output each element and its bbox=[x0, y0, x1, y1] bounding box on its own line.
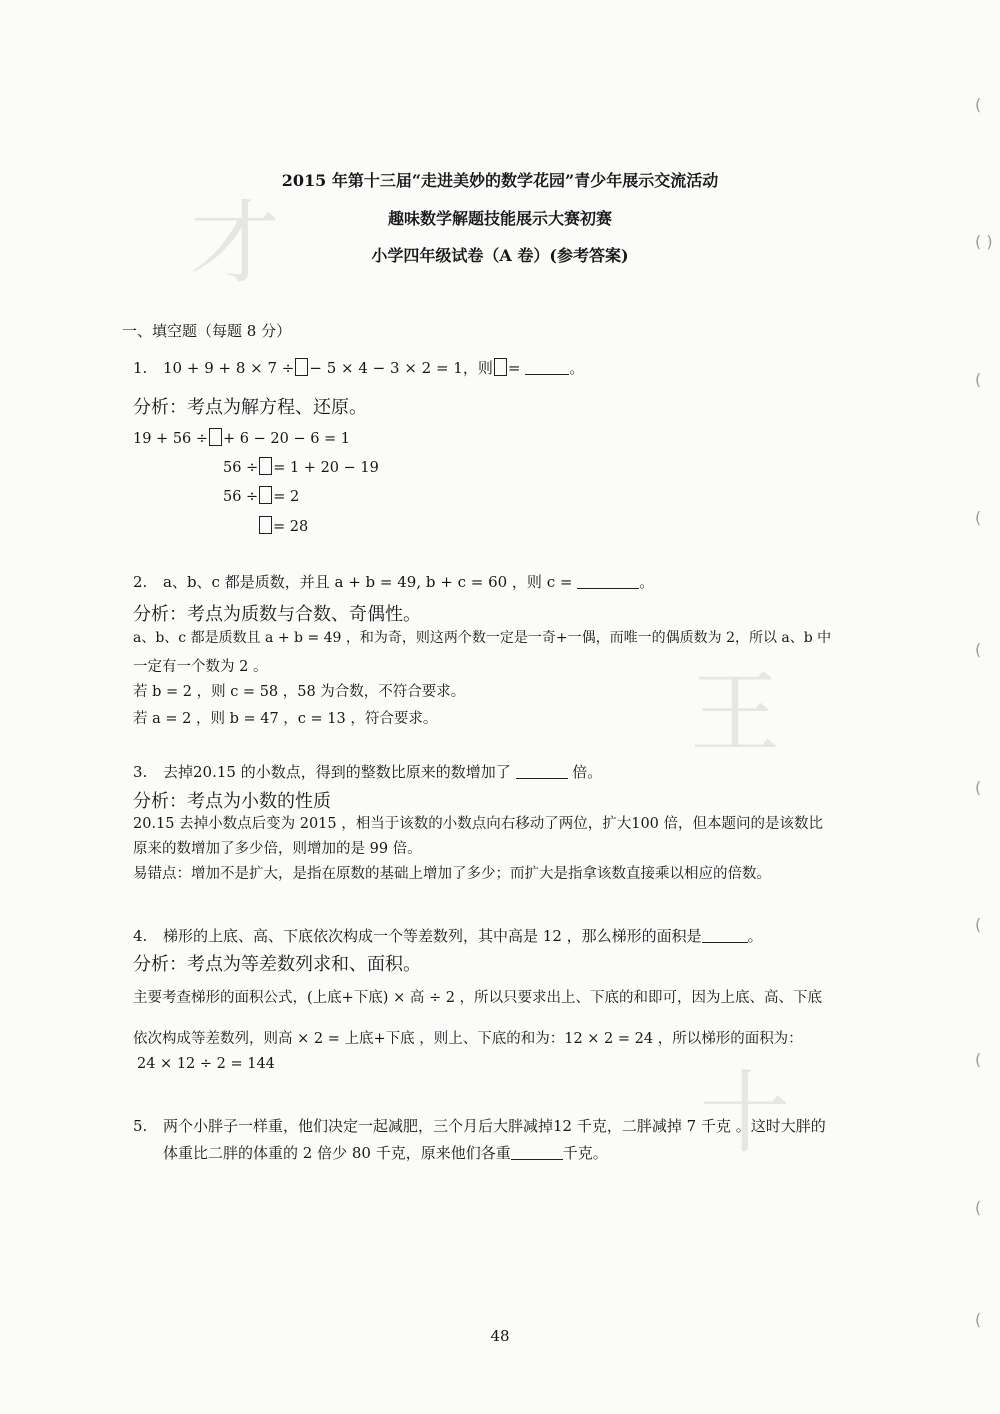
answer-blank bbox=[702, 930, 748, 943]
analysis-line: 易错点：增加不是扩大，是指在原数的基础上增加了多少；而扩大是指拿该数直接乘以相应的倍数。 bbox=[133, 866, 771, 882]
unknown-box bbox=[494, 358, 507, 376]
section-title: 一、填空题（每题 8 分） bbox=[122, 322, 292, 340]
analysis-line: 若 b = 2 ，则 c = 58 ，58 为合数，不符合要求。 bbox=[133, 684, 466, 700]
question-number: 2. bbox=[133, 573, 148, 591]
sentence-end: 。 bbox=[639, 573, 655, 591]
unknown-box bbox=[259, 457, 272, 475]
binding-mark: ( bbox=[975, 1310, 982, 1329]
solution-step-part: = 28 bbox=[273, 519, 309, 535]
question-4 bbox=[133, 925, 763, 946]
question-1 bbox=[133, 357, 584, 378]
question-text: 梯形的上底、高、下底依次构成一个等差数列，其中高是 12 ，那么梯形的面积是 bbox=[163, 927, 702, 945]
exam-title-line1: 2015 年第十三届“走进美妙的数学花园”青少年展示交流活动 bbox=[281, 171, 719, 190]
answer-blank bbox=[516, 766, 568, 779]
unknown-box bbox=[259, 516, 272, 534]
sentence-end: 。 bbox=[569, 359, 585, 377]
binding-mark: ( bbox=[975, 1050, 982, 1069]
question-number: 5. bbox=[133, 1117, 148, 1135]
solution-step bbox=[258, 516, 308, 535]
page-number: 48 bbox=[490, 1327, 510, 1345]
binding-mark: ( bbox=[975, 370, 982, 389]
solution-step-part: = 2 bbox=[273, 489, 300, 505]
analysis-heading: 分析：考点为质数与合数、奇偶性。 bbox=[133, 604, 421, 625]
bleed-through-mark: 王 bbox=[690, 661, 780, 766]
solution-step bbox=[133, 428, 350, 447]
sentence-end: 千克。 bbox=[562, 1144, 608, 1162]
question-5-continued bbox=[163, 1142, 608, 1163]
solution-step bbox=[223, 486, 299, 505]
exam-title-line2: 趣味数学解题技能展示大赛初赛 bbox=[387, 209, 612, 228]
analysis-heading: 分析：考点为解方程、还原。 bbox=[133, 397, 367, 418]
analysis-line: 一定有一个数为 2 。 bbox=[133, 659, 268, 675]
question-5 bbox=[133, 1115, 826, 1136]
solution-step-part: 56 ÷ bbox=[223, 489, 259, 505]
analysis-heading: 分析：考点为等差数列求和、面积。 bbox=[133, 954, 421, 975]
solution-step-part: 19 + 56 ÷ bbox=[133, 431, 209, 447]
answer-blank bbox=[525, 362, 569, 375]
question-number: 3. bbox=[133, 763, 148, 781]
unknown-box bbox=[259, 486, 272, 504]
binding-mark: ( bbox=[975, 778, 982, 797]
analysis-heading: 分析：考点为小数的性质 bbox=[133, 791, 331, 812]
binding-mark: ( bbox=[975, 508, 982, 527]
answer-blank bbox=[511, 1147, 563, 1160]
analysis-line: 主要考查梯形的面积公式，(上底+下底) × 高 ÷ 2 ，所以只要求出上、下底的和即可，因为上底、高、下底 bbox=[133, 990, 823, 1006]
unknown-box bbox=[295, 358, 308, 376]
binding-mark: ( bbox=[975, 1198, 982, 1217]
question-text: 体重比二胖的体重的 2 倍少 80 千克，原来他们各重 bbox=[163, 1144, 511, 1162]
analysis-line: 若 a = 2 ，则 b = 47 ，c = 13 ，符合要求。 bbox=[133, 711, 438, 727]
unknown-box bbox=[209, 428, 222, 446]
analysis-line: 24 × 12 ÷ 2 = 144 bbox=[137, 1056, 275, 1072]
binding-mark: ( ) bbox=[975, 232, 993, 251]
analysis-line: 20.15 去掉小数点后变为 2015 ，相当于该数的小数点向右移动了两位，扩大100 倍，但本题问的是该数比 bbox=[133, 816, 824, 832]
sentence-end: 。 bbox=[747, 927, 763, 945]
expr-part: − 5 × 4 − 3 × 2 = 1，则 bbox=[309, 359, 493, 377]
binding-mark: ( bbox=[975, 915, 982, 934]
solution-step bbox=[223, 457, 379, 476]
expr-part: = bbox=[507, 359, 521, 377]
analysis-line: 原来的数增加了多少倍，则增加的是 99 倍。 bbox=[133, 841, 422, 857]
bleed-through-mark: 十 bbox=[700, 1061, 790, 1166]
binding-mark: ( bbox=[975, 95, 982, 114]
bleed-through-mark: 才 bbox=[190, 191, 280, 296]
analysis-line: a、b、c 都是质数且 a + b = 49 ，和为奇，则这两个数一定是一奇+一偶，而唯一的偶质数为 2，所以 a、b 中 bbox=[133, 630, 832, 646]
binding-mark: ( bbox=[975, 640, 982, 659]
question-2 bbox=[133, 571, 654, 592]
sentence-end: 倍。 bbox=[572, 763, 603, 781]
solution-step-part: + 6 − 20 − 6 = 1 bbox=[223, 431, 351, 447]
solution-step-part: = 1 + 20 − 19 bbox=[273, 460, 379, 476]
question-number: 4. bbox=[133, 927, 148, 945]
exam-title-line3: 小学四年级试卷（A 卷）(参考答案) bbox=[371, 246, 629, 265]
question-text: a、b、c 都是质数，并且 a + b = 49, b + c = 60 ，则 c = bbox=[163, 573, 573, 591]
question-text: 两个小胖子一样重，他们决定一起减肥，三个月后大胖减掉12 千克，二胖减掉 7 千克 。这时大胖的 bbox=[163, 1117, 826, 1135]
question-text: 去掉20.15 的小数点，得到的整数比原来的数增加了 bbox=[163, 763, 511, 781]
answer-blank bbox=[577, 576, 639, 589]
analysis-line: 依次构成等差数列，则高 × 2 = 上底+下底 ，则上、下底的和为：12 × 2 = 24 ，所以梯形的面积为： bbox=[133, 1031, 803, 1047]
question-3 bbox=[133, 761, 602, 782]
question-number: 1. bbox=[133, 359, 148, 377]
solution-step-part: 56 ÷ bbox=[223, 460, 259, 476]
expr-part: 10 + 9 + 8 × 7 ÷ bbox=[163, 359, 295, 377]
